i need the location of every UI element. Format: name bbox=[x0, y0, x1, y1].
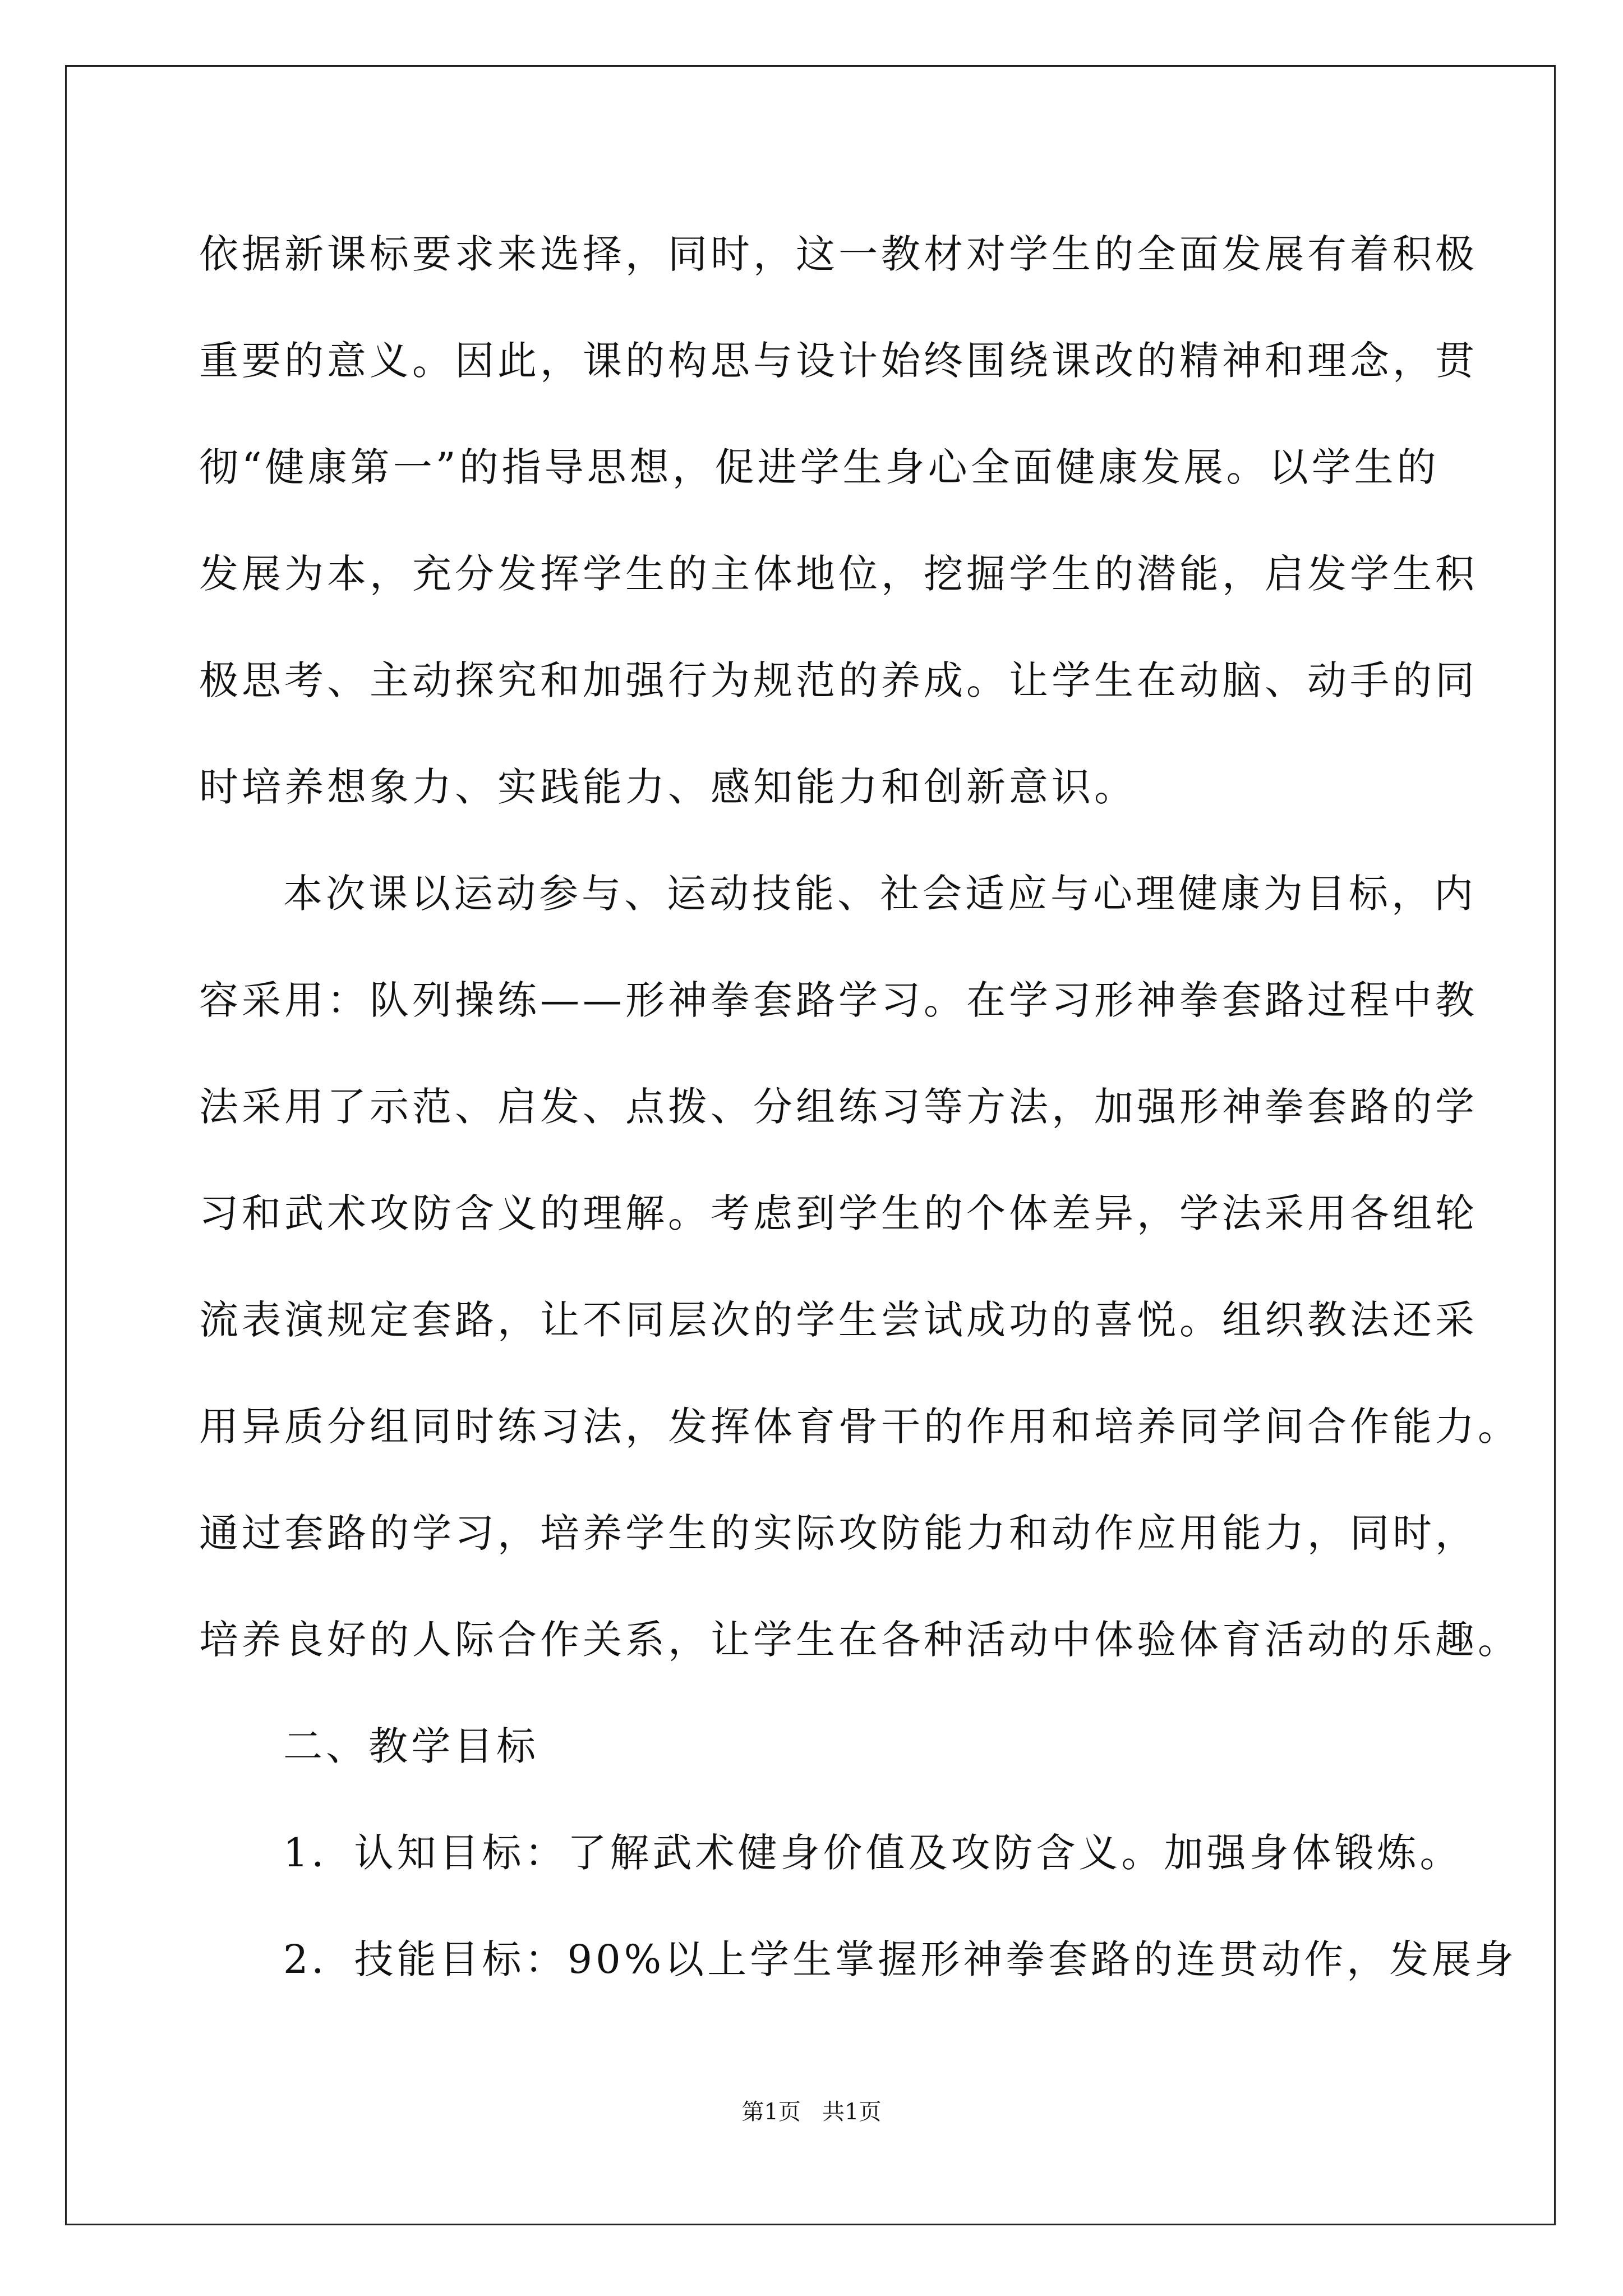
body-line: 容采用：队列操练——形神拳套路学习。在学习形神拳套路过程中教 bbox=[199, 977, 1478, 1023]
list-item: 2．技能目标：90%以上学生掌握形神拳套路的连贯动作，发展身 bbox=[283, 1936, 1518, 1982]
body-line: 极思考、主动探究和加强行为规范的养成。让学生在动脑、动手的同 bbox=[199, 657, 1478, 703]
section-heading: 二、教学目标 bbox=[283, 1723, 539, 1769]
body-line: 彻“健康第一”的指导思想，促进学生身心全面健康发展。以学生的 bbox=[199, 444, 1440, 490]
body-line: 时培养想象力、实践能力、感知能力和创新意识。 bbox=[199, 764, 1137, 810]
body-line: 依据新课标要求来选择，同时，这一教材对学生的全面发展有着积极 bbox=[199, 231, 1478, 277]
paragraph-start-line: 本次课以运动参与、运动技能、社会适应与心理健康为目标，内 bbox=[283, 871, 1477, 917]
body-line: 通过套路的学习，培养学生的实际攻防能力和动作应用能力，同时， bbox=[199, 1510, 1478, 1556]
body-line: 重要的意义。因此，课的构思与设计始终围绕课改的精神和理念，贯 bbox=[199, 338, 1478, 384]
page-footer: 第1页 共1页 bbox=[741, 2099, 882, 2125]
list-item: 1．认知目标：了解武术健身价值及攻防含义。加强身体锻炼。 bbox=[283, 1830, 1463, 1876]
body-line: 法采用了示范、启发、点拨、分组练习等方法，加强形神拳套路的学 bbox=[199, 1084, 1478, 1130]
body-line: 发展为本，充分发挥学生的主体地位，挖掘学生的潜能，启发学生积 bbox=[199, 551, 1478, 597]
body-line: 用异质分组同时练习法，发挥体育骨干的作用和培养同学间合作能力。 bbox=[199, 1404, 1520, 1450]
document-body bbox=[199, 212, 1520, 2024]
body-line: 培养良好的人际合作关系，让学生在各种活动中体验体育活动的乐趣。 bbox=[199, 1617, 1520, 1663]
body-line: 习和武术攻防含义的理解。考虑到学生的个体差异，学法采用各组轮 bbox=[199, 1190, 1478, 1236]
body-line: 流表演规定套路，让不同层次的学生尝试成功的喜悦。组织教法还采 bbox=[199, 1297, 1478, 1343]
